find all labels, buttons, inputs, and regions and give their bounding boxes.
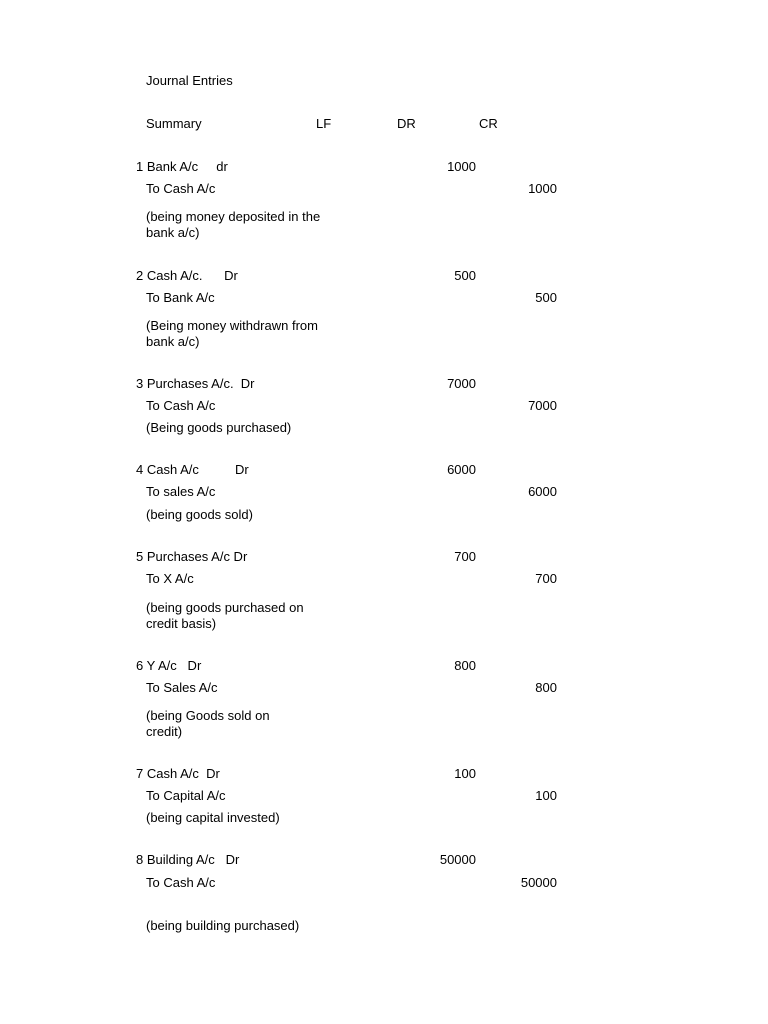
entry-debit-amount: 1000	[447, 159, 476, 174]
entry-debit-amount: 700	[454, 549, 476, 564]
entry-credit-line: To Sales A/c	[146, 680, 218, 695]
entry-debit-amount: 800	[454, 658, 476, 673]
entry-credit-amount: 500	[535, 290, 557, 305]
entry-credit-amount: 7000	[528, 398, 557, 413]
entry-debit-line: 3 Purchases A/c. Dr	[136, 376, 255, 391]
entry-narration: (being goods sold)	[146, 507, 253, 522]
entry-debit-line: 7 Cash A/c Dr	[136, 766, 220, 781]
entry-credit-line: To X A/c	[146, 571, 194, 586]
entry-credit-amount: 6000	[528, 484, 557, 499]
entry-narration: (being capital invested)	[146, 810, 280, 825]
entry-credit-line: To Capital A/c	[146, 788, 226, 803]
entry-debit-line: 4 Cash A/c Dr	[136, 462, 249, 477]
entry-debit-amount: 50000	[439, 852, 476, 867]
entry-narration: (being money deposited in the bank a/c)	[146, 209, 321, 240]
entry-debit-line: 5 Purchases A/c Dr	[136, 549, 248, 564]
entry-narration: (Being money withdrawn from bank a/c)	[146, 318, 318, 349]
entry-credit-line: To sales A/c	[146, 484, 216, 499]
entry-debit-line: 2 Cash A/c. Dr	[136, 268, 238, 283]
entry-credit-line: To Bank A/c	[146, 290, 215, 305]
entry-credit-line: To Cash A/c	[146, 181, 216, 196]
header-lf: LF	[316, 116, 332, 131]
header-summary: Summary	[146, 116, 202, 131]
entry-debit-amount: 100	[454, 766, 476, 781]
entry-credit-line: To Cash A/c	[146, 875, 216, 890]
entry-debit-amount: 500	[454, 268, 476, 283]
entry-debit-line: 8 Building A/c Dr	[136, 852, 240, 867]
entry-narration: (being Goods sold on credit)	[146, 708, 270, 739]
entry-narration: (Being goods purchased)	[146, 420, 292, 435]
header-dr: DR	[397, 116, 416, 131]
entry-credit-amount: 700	[535, 571, 557, 586]
entry-credit-amount: 1000	[528, 181, 557, 196]
entry-credit-amount: 100	[535, 788, 557, 803]
entry-narration: (being goods purchased on credit basis)	[146, 600, 304, 631]
entry-credit-amount: 800	[535, 680, 557, 695]
entry-credit-amount: 50000	[520, 875, 557, 890]
entry-debit-amount: 6000	[447, 462, 476, 477]
entry-debit-line: 6 Y A/c Dr	[136, 658, 202, 673]
entry-debit-amount: 7000	[447, 376, 476, 391]
journal-title: Journal Entries	[146, 73, 233, 88]
entry-credit-line: To Cash A/c	[146, 398, 216, 413]
entry-narration: (being building purchased)	[146, 918, 300, 933]
header-cr: CR	[479, 116, 498, 131]
entry-debit-line: 1 Bank A/c dr	[136, 159, 228, 174]
